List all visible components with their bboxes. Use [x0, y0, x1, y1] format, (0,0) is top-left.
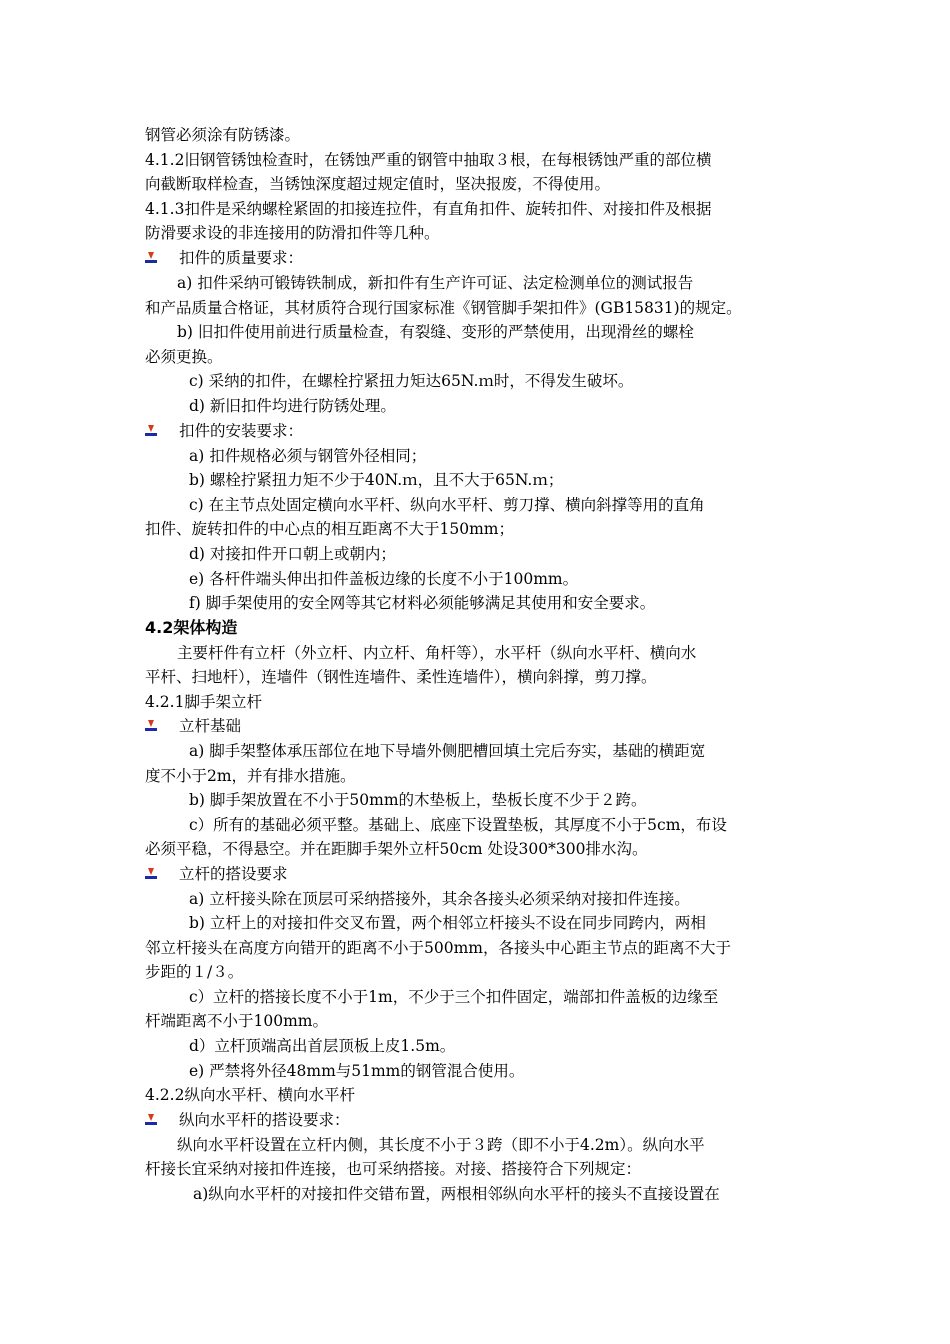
text-line: b) 立杆上的对接扣件交叉布置，两个相邻立杆接头不设在同步同跨内，两相 [189, 914, 706, 932]
text-line: 主要杆件有立杆（外立杆、内立杆、角杆等），水平杆（纵向水平杆、横向水 [177, 644, 697, 662]
text-line: 4.1.2旧钢管锈蚀检查时，在锈蚀严重的钢管中抽取３根，在每根锈蚀严重的部位横 [145, 151, 712, 169]
text-line: 纵向水平杆设置在立杆内侧，其长度不小于３跨（即不小于4.2m）。纵向水平 [177, 1136, 705, 1154]
section-heading: 4.2架体构造 [145, 618, 238, 637]
text-line: 必须平稳，不得悬空。并在距脚手架外立杆50cm 处设300*300排水沟。 [145, 840, 648, 858]
text-line: c）立杆的搭接长度不小于1m，不少于三个扣件固定，端部扣件盖板的边缘至 [189, 988, 719, 1006]
bullet-text: 立杆的搭设要求 [179, 865, 288, 883]
text-line: c) 采纳的扣件，在螺栓拧紧扭力矩达65N.ｍ时，不得发生破坏。 [189, 372, 634, 390]
bullet-arrow-icon [145, 720, 157, 732]
text-line: 4.1.3扣件是采纳螺栓紧固的扣接连拉件，有直角扣件、旋转扣件、对接扣件及根据 [145, 200, 712, 218]
text-line: 必须更换。 [145, 348, 223, 366]
text-line: b) 旧扣件使用前进行质量检查，有裂缝、变形的严禁使用，出现滑丝的螺栓 [177, 323, 694, 341]
bullet-item [145, 419, 303, 443]
text-line: 杆端距离不小于100mm。 [145, 1012, 328, 1030]
text-line: b) 螺栓拧紧扭力矩不少于40N.ｍ，且不大于65N.ｍ； [189, 471, 564, 489]
bullet-text: 纵向水平杆的搭设要求： [179, 1111, 350, 1129]
text-line: a) 脚手架整体承压部位在地下导墙外侧肥槽回填土完后夯实，基础的横距宽 [189, 742, 706, 760]
text-line: 和产品质量合格证，其材质符合现行国家标准《钢管脚手架扣件》(GB15831)的规定。 [145, 299, 742, 317]
bullet-arrow-icon [145, 868, 157, 880]
text-line: 步距的１/３。 [145, 963, 244, 981]
text-line: 度不小于2m，并有排水措施。 [145, 767, 356, 785]
bullet-text: 立杆基础 [179, 717, 242, 735]
bullet-item [145, 714, 241, 738]
text-line: c）所有的基础必须平整。基础上、底座下设置垫板，其厚度不小于5cm，布设 [189, 816, 727, 834]
text-line: 4.2.1脚手架立杆 [145, 693, 262, 711]
text-line: 向截断取样检查，当锈蚀深度超过规定值时，坚决报废，不得使用。 [145, 175, 611, 193]
text-line: d）立杆顶端高出首层顶板上皮1.5m。 [189, 1037, 456, 1055]
bullet-item [145, 862, 288, 886]
text-line: 邻立杆接头在高度方向错开的距离不小于500mm，各接头中心距主节点的距离不大于 [145, 939, 731, 957]
text-line: 扣件、旋转扣件的中心点的相互距离不大于150mm； [145, 520, 514, 538]
bullet-item [145, 1108, 350, 1132]
text-line: e) 各杆件端头伸出扣件盖板边缘的长度不小于100mm。 [189, 570, 579, 588]
bullet-text: 扣件的质量要求： [179, 249, 304, 267]
text-line: b) 脚手架放置在不小于50mm的木垫板上，垫板长度不少于２跨。 [189, 791, 647, 809]
text-line: e) 严禁将外径48mm与51mm的钢管混合使用。 [189, 1062, 525, 1080]
text-line: 4.2.2纵向水平杆、横向水平杆 [145, 1086, 355, 1104]
bullet-arrow-icon [145, 252, 157, 264]
text-line: a) 扣件规格必须与钢管外径相同； [189, 447, 427, 465]
bullet-arrow-icon [145, 1114, 157, 1126]
text-line: 平杆、扫地杆），连墙件（钢性连墙件、柔性连墙件），横向斜撑，剪刀撑。 [145, 668, 657, 686]
text-line: d) 新旧扣件均进行防锈处理。 [189, 397, 396, 415]
text-line: f) 脚手架使用的安全网等其它材料必须能够满足其使用和安全要求。 [189, 594, 656, 612]
text-line: c) 在主节点处固定横向水平杆、纵向水平杆、剪刀撑、横向斜撑等用的直角 [189, 496, 705, 514]
text-line: d) 对接扣件开口朝上或朝内； [189, 545, 396, 563]
text-line: 杆接长宜采纳对接扣件连接，也可采纳搭接。对接、搭接符合下列规定： [145, 1160, 642, 1178]
text-line: 防滑要求设的非连接用的防滑扣件等几种。 [145, 224, 440, 242]
bullet-arrow-icon [145, 425, 157, 437]
text-line: a) 立杆接头除在顶层可采纳搭接外，其余各接头必须采纳对接扣件连接。 [189, 890, 690, 908]
bullet-text: 扣件的安装要求： [179, 422, 304, 440]
text-line: a) 扣件采纳可锻铸铁制成，新扣件有生产许可证、法定检测单位的测试报告 [177, 274, 694, 292]
text-line: 钢管必须涂有防锈漆。 [145, 126, 301, 144]
text-line: a)纵向水平杆的对接扣件交错布置，两根相邻纵向水平杆的接头不直接设置在 [193, 1185, 720, 1203]
bullet-item [145, 246, 303, 270]
